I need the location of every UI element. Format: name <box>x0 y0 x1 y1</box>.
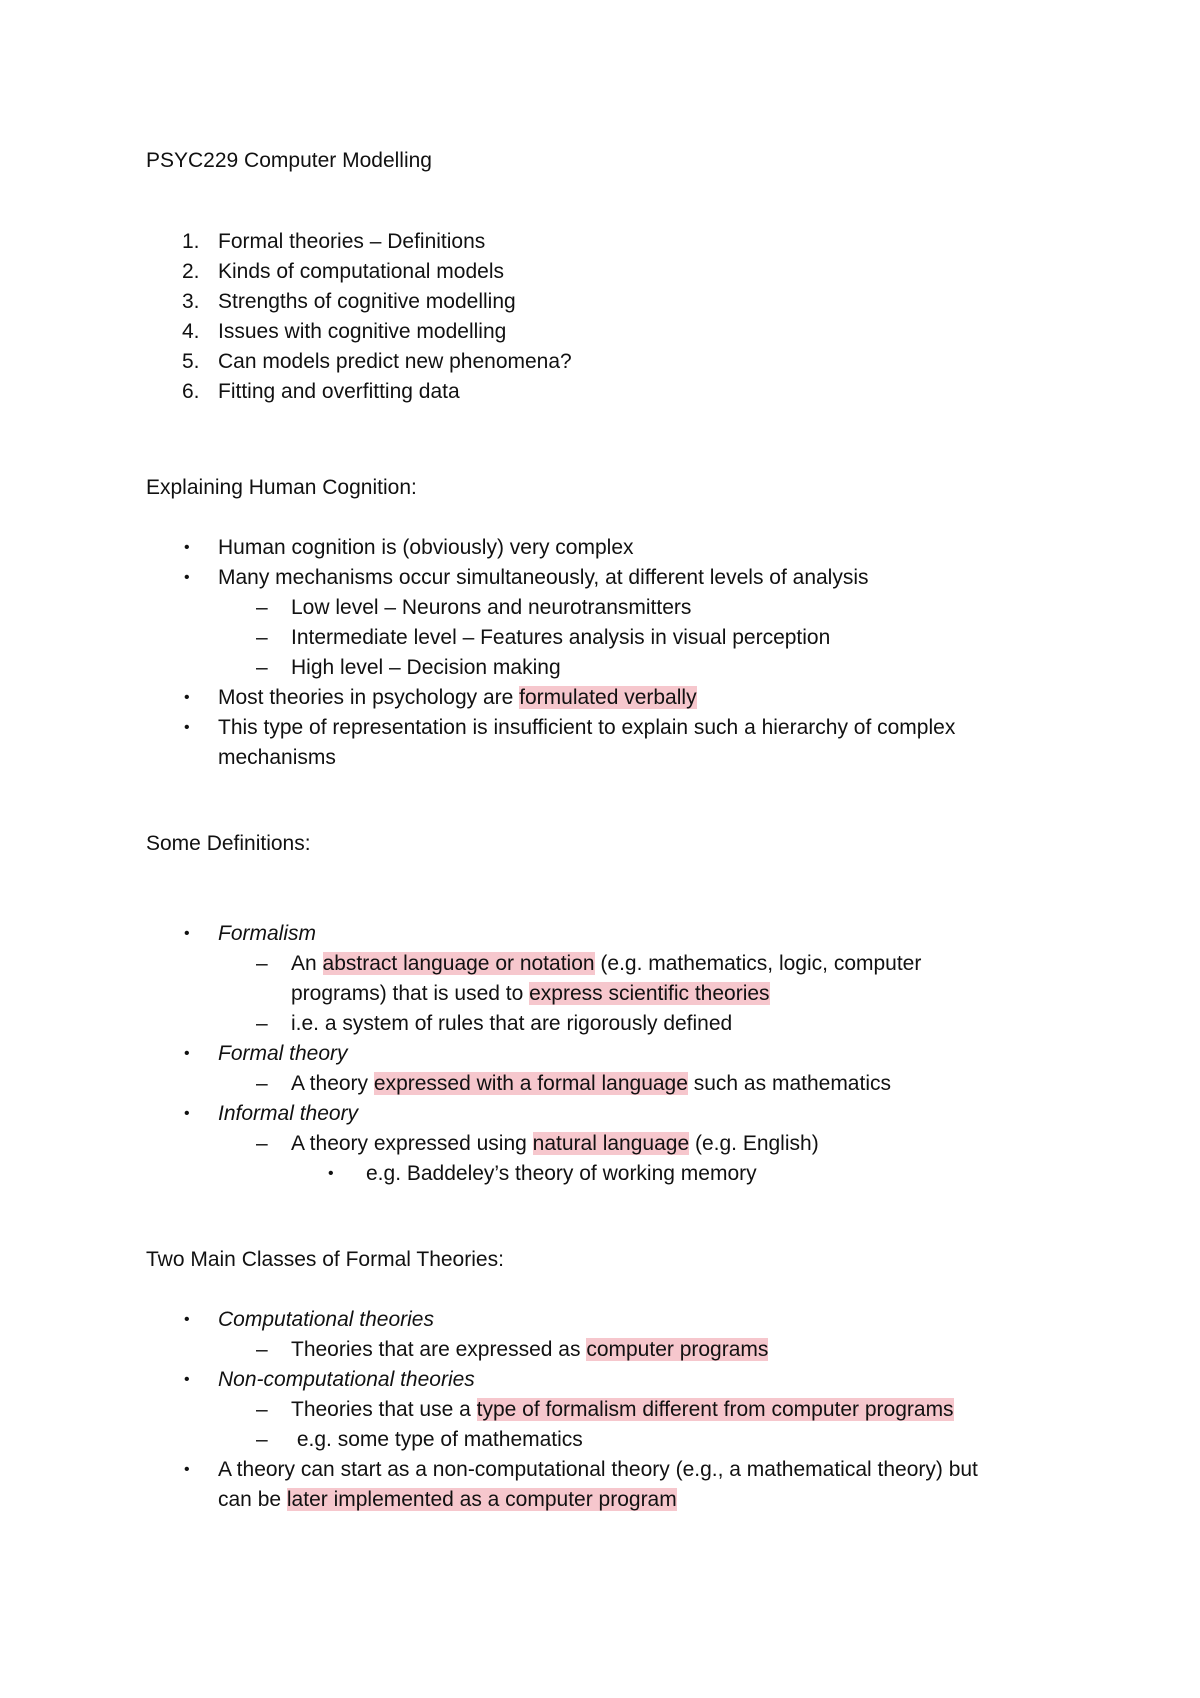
text-run: such as mathematics <box>687 1072 891 1095</box>
term-computational-theories: Computational theories <box>218 1308 434 1331</box>
dash-marker: – <box>256 952 268 975</box>
text-run: can be <box>218 1488 287 1511</box>
dash-marker: – <box>256 1338 268 1361</box>
bullet-marker: • <box>184 1311 190 1328</box>
dash-marker: – <box>256 1132 268 1155</box>
highlighted-text: computer programs <box>586 1338 769 1361</box>
term-informal-theory: Informal theory <box>218 1102 359 1125</box>
highlighted-text: expressed with a formal language <box>373 1072 688 1095</box>
page-title: PSYC229 Computer Modelling <box>146 149 432 172</box>
sub-item: Intermediate level – Features analysis in visual perception <box>291 626 831 649</box>
bullet-item-continuation: mechanisms <box>218 746 336 769</box>
text-run: A theory expressed using <box>291 1132 533 1155</box>
toc-number: 6. <box>182 380 200 403</box>
text-run: (e.g. mathematics, logic, computer <box>594 952 922 975</box>
highlighted-text: later implemented as a computer program <box>286 1488 677 1511</box>
bullet-item: This type of representation is insufficient to explain such a hierarchy of complex <box>218 716 956 739</box>
bullet-marker: • <box>184 719 190 736</box>
sub-item <box>291 1335 768 1365</box>
text-run: Most theories in psychology are <box>218 686 520 709</box>
toc-item: Strengths of cognitive modelling <box>218 290 516 313</box>
toc-item: Can models predict new phenomena? <box>218 350 572 373</box>
toc-number: 4. <box>182 320 200 343</box>
toc-item: Formal theories – Definitions <box>218 230 486 253</box>
highlighted-text: express scientific theories <box>529 982 770 1005</box>
bullet-item: Human cognition is (obviously) very complex <box>218 536 634 559</box>
text-run: A theory <box>291 1072 374 1095</box>
text-run: An <box>291 952 323 975</box>
dash-marker: – <box>256 626 268 649</box>
toc-item: Issues with cognitive modelling <box>218 320 507 343</box>
toc-number: 3. <box>182 290 200 313</box>
bullet-marker: • <box>184 569 190 586</box>
highlighted-text: natural language <box>532 1132 690 1155</box>
toc-number: 5. <box>182 350 200 373</box>
toc-number: 1. <box>182 230 200 253</box>
sub-item <box>291 1395 954 1425</box>
bullet-item: A theory can start as a non-computational theory (e.g., a mathematical theory) but <box>218 1458 978 1481</box>
term-non-computational-theories: Non-computational theories <box>218 1368 475 1391</box>
toc-item: Fitting and overfitting data <box>218 380 460 403</box>
toc-number: 2. <box>182 260 200 283</box>
bullet-item: Many mechanisms occur simultaneously, at different levels of analysis <box>218 566 869 589</box>
bullet-item <box>218 683 697 713</box>
highlighted-text: type of formalism different from computer programs <box>476 1398 954 1421</box>
sub-sub-item: e.g. Baddeley’s theory of working memory <box>366 1162 757 1185</box>
sub-item: High level – Decision making <box>291 656 561 679</box>
text-run: Theories that are expressed as <box>291 1338 587 1361</box>
bullet-marker: • <box>184 1461 190 1478</box>
dash-marker: – <box>256 596 268 619</box>
bullet-marker: • <box>184 689 190 706</box>
bullet-marker: • <box>184 539 190 556</box>
highlighted-text: abstract language or notation <box>322 952 595 975</box>
sub-item <box>291 1069 891 1099</box>
sub-item <box>291 949 921 979</box>
bullet-marker: • <box>184 925 190 942</box>
bullet-marker: • <box>184 1105 190 1122</box>
bullet-marker: • <box>184 1371 190 1388</box>
sub-item-continuation <box>291 979 770 1009</box>
text-run: programs) that is used to <box>291 982 530 1005</box>
section-heading: Two Main Classes of Formal Theories: <box>146 1248 504 1271</box>
dash-marker: – <box>256 1012 268 1035</box>
dash-marker: – <box>256 1398 268 1421</box>
sub-item <box>291 1129 819 1159</box>
text-run: (e.g. English) <box>689 1132 819 1155</box>
section-heading: Explaining Human Cognition: <box>146 476 417 499</box>
term-formalism: Formalism <box>218 922 316 945</box>
bullet-item-continuation <box>218 1485 677 1515</box>
sub-item: Low level – Neurons and neurotransmitters <box>291 596 692 619</box>
bullet-marker: • <box>328 1165 334 1182</box>
sub-item: i.e. a system of rules that are rigorously defined <box>291 1012 733 1035</box>
bullet-marker: • <box>184 1045 190 1062</box>
toc-item: Kinds of computational models <box>218 260 504 283</box>
term-formal-theory: Formal theory <box>218 1042 348 1065</box>
dash-marker: – <box>256 1072 268 1095</box>
dash-marker: – <box>256 1428 268 1451</box>
dash-marker: – <box>256 656 268 679</box>
sub-item: e.g. some type of mathematics <box>291 1428 583 1451</box>
highlighted-text: formulated verbally <box>519 686 697 709</box>
section-heading: Some Definitions: <box>146 832 311 855</box>
text-run: Theories that use a <box>291 1398 477 1421</box>
